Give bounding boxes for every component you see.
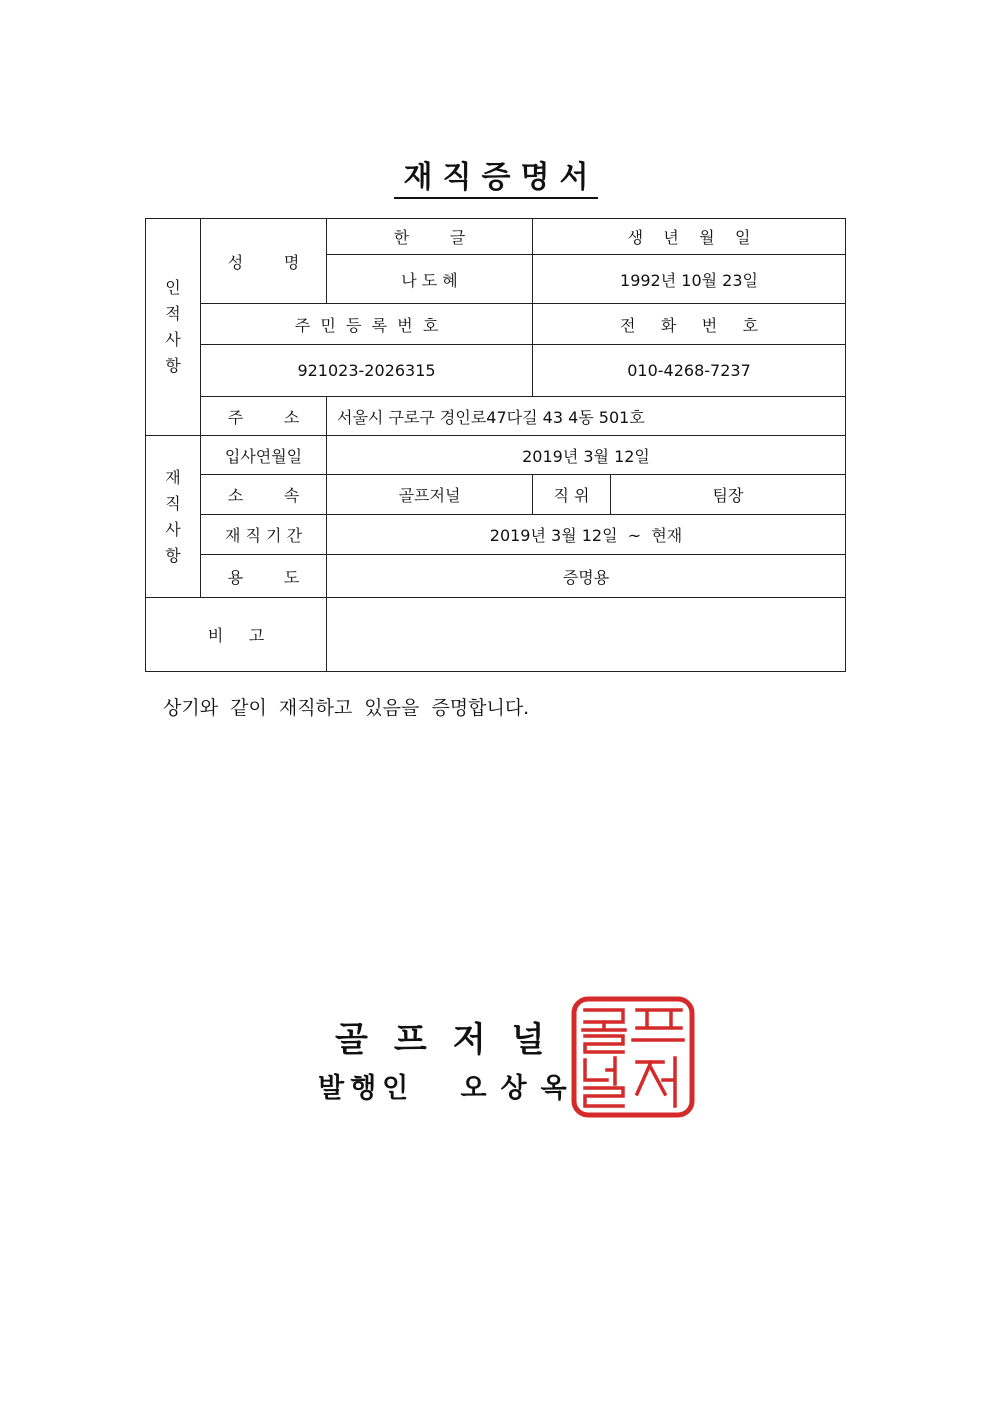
rrn-value: 921023-2026315 [201, 345, 533, 397]
employment-period-value: 2019년 3월 12일 ~ 현재 [327, 515, 846, 555]
rrn-label: 주 민 등 록 번 호 [201, 304, 533, 345]
department-label: 소 속 [201, 475, 327, 515]
issuer-line [318, 1066, 581, 1105]
phone-value: 010-4268-7237 [533, 345, 846, 397]
employment-period-label: 재 직 기 간 [201, 515, 327, 555]
hangul-label: 한 글 [327, 219, 533, 255]
document-title: 재직증명서 [0, 152, 992, 196]
name-value: 나 도 혜 [327, 255, 533, 304]
employment-section-label: 재 직 사 항 [146, 436, 201, 598]
department-value: 골프저널 [327, 475, 533, 515]
remarks-label: 비 고 [146, 598, 327, 672]
birth-value: 1992년 10월 23일 [533, 255, 846, 304]
birth-label: 생 년 월 일 [533, 219, 846, 255]
issuer-name: 오상옥 [460, 1073, 581, 1104]
purpose-value: 증명용 [327, 555, 846, 598]
position-label: 직 위 [533, 475, 611, 515]
purpose-label: 용 도 [201, 555, 327, 598]
hire-date-label: 입사연월일 [201, 436, 327, 475]
issuer-title: 발행인 [318, 1073, 415, 1104]
certification-statement: 상기와 같이 재직하고 있음을 증명합니다. [163, 697, 530, 719]
certificate-table [145, 218, 846, 672]
name-label: 성 명 [201, 219, 327, 304]
address-value: 서울시 구로구 경인로47다길 43 4동 501호 [327, 397, 846, 436]
issuer-company: 골프저널 [335, 1020, 571, 1060]
phone-label: 전 화 번 호 [533, 304, 846, 345]
personal-section-label: 인 적 사 항 [146, 219, 201, 436]
company-seal [571, 996, 695, 1118]
hire-date-value: 2019년 3월 12일 [327, 436, 846, 475]
remarks-value [327, 598, 846, 672]
position-value: 팀장 [611, 475, 846, 515]
address-label: 주 소 [201, 397, 327, 436]
